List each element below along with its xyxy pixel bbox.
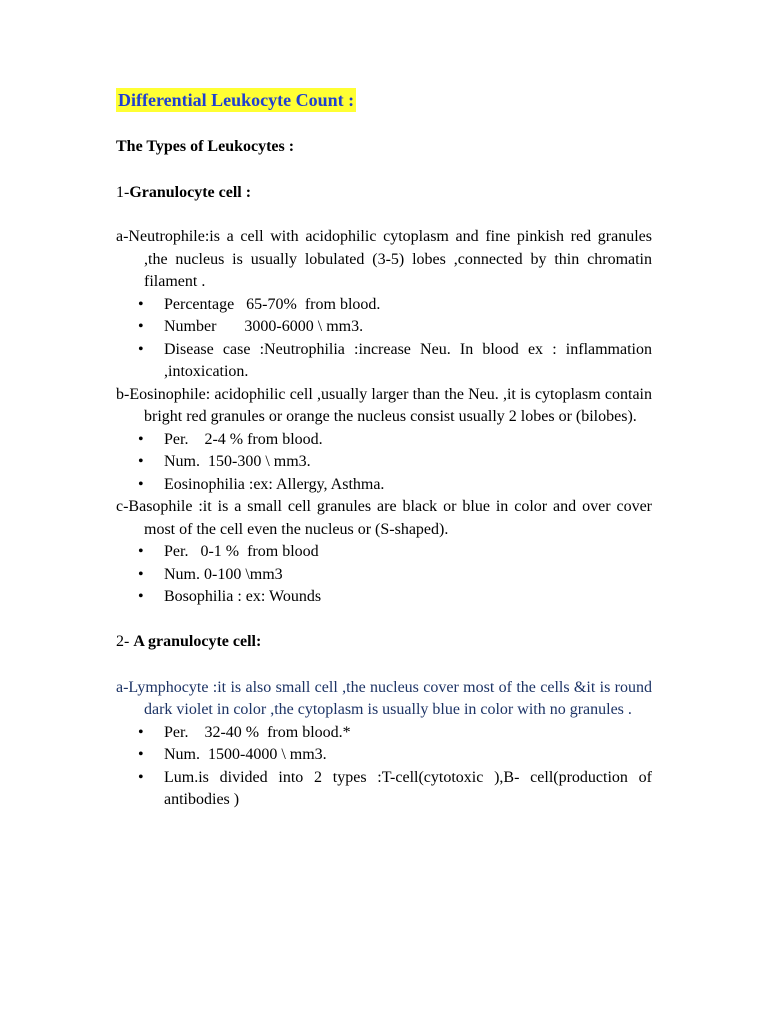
list-item: • Number 3000-6000 \ mm3. [164, 316, 652, 339]
lymphocyte-paragraph: a-Lymphocyte :it is also small cell ,the nucleus cover most of the cells &it is round dark violet in color ,the cytoplasm is usually blue in color with no granules . [116, 678, 652, 718]
title-line [116, 88, 652, 112]
section1-prefix: 1- [116, 184, 130, 201]
list-item: • Num. 0-100 \mm3 [164, 564, 652, 587]
section1-heading-text: Granulocyte cell : [129, 184, 252, 201]
section2-prefix: 2- [116, 632, 134, 650]
neutrophile-bullets [116, 294, 652, 384]
list-item: • Percentage 65-70% from blood. [164, 294, 652, 317]
neutrophile-paragraph: a-Neutrophile:is a cell with acidophilic cytoplasm and fine pinkish red granules ,the nucleus is usually lobulated (3-5) lobes ,connected by thin chromatin filament . [116, 228, 652, 290]
section1-heading [116, 182, 652, 204]
basophile-bullets [116, 541, 652, 609]
list-item: • Num. 1500-4000 \ mm3. [164, 744, 652, 767]
eosinophile-paragraph: b-Eosinophile: acidophilic cell ,usually larger than the Neu. ,it is cytoplasm contain bright red granules or orange the nucleus consist usually 2 lobes or (bilobes). [116, 385, 652, 425]
basophile-paragraph: c-Basophile :it is a small cell granules are black or blue in color and over cover most of the cell even the nucleus or (S-shaped). [116, 498, 652, 538]
list-item: • Per. 0-1 % from blood [164, 541, 652, 564]
list-item: • Eosinophilia :ex: Allergy, Asthma. [164, 474, 652, 497]
section2-heading [116, 631, 652, 653]
list-item: • Disease case :Neutrophilia :increase Neu. In blood ex : inflammation ,intoxication. [164, 339, 652, 384]
list-item: • Num. 150-300 \ mm3. [164, 451, 652, 474]
types-heading: The Types of Leukocytes : [116, 138, 295, 155]
list-item: • Per. 2-4 % from blood. [164, 429, 652, 452]
document-title: Differential Leukocyte Count : [118, 90, 355, 110]
list-item: • Per. 32-40 % from blood.* [164, 722, 652, 745]
section2-heading-text: A granulocyte cell: [133, 632, 262, 650]
list-item: • Lum.is divided into 2 types :T-cell(cytotoxic ),B- cell(production of antibodies ) [164, 767, 652, 812]
eosinophile-bullets [116, 429, 652, 497]
list-item: • Bosophilia : ex: Wounds [164, 586, 652, 609]
lymphocyte-bullets [116, 722, 652, 812]
document-page [116, 88, 652, 812]
